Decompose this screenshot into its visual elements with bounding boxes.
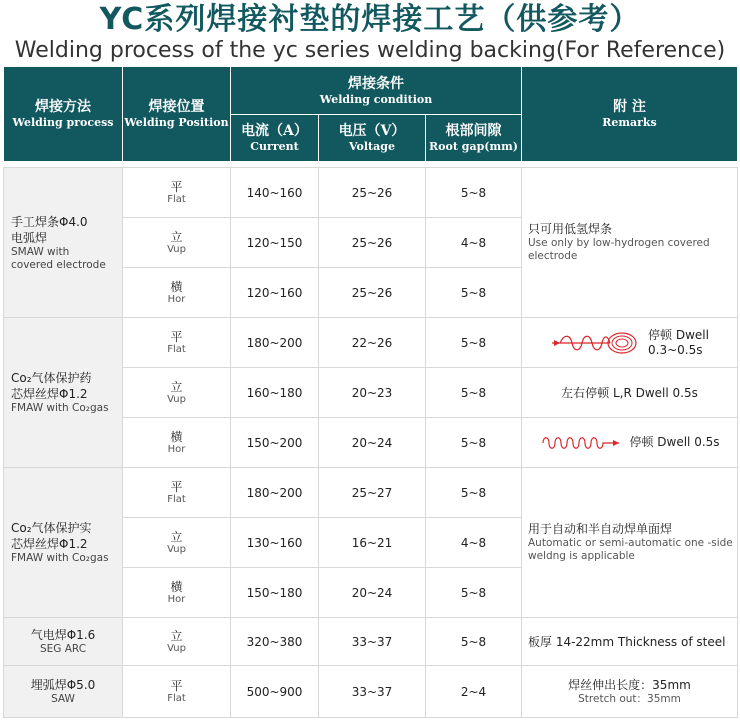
table-row [4,618,738,666]
voltage-cell: 33~37 [319,666,426,718]
dwell-time: 0.3~0.5s [648,342,703,357]
position-cell: 立 Vup [123,618,231,666]
current-cell: 130~160 [231,518,319,568]
voltage-cell: 16~21 [319,518,426,568]
current-cell: 120~150 [231,218,319,268]
dwell-label: 停顿 Dwell 0.5s [629,435,720,449]
remark-cell [522,318,738,368]
voltage-cell: 25~26 [319,268,426,318]
remark-cell: 焊丝伸出长度：35mm Stretch out：35mm [522,666,738,718]
coil-dwell-icon [539,434,621,452]
header-voltage: 电压（V） Voltage [319,115,426,162]
voltage-cell: 25~26 [319,218,426,268]
gap-cell: 4~8 [426,218,522,268]
remark-cell: 左右停顿 L,R Dwell 0.5s [522,368,738,418]
header-process: 焊接方法 Welding process [4,67,123,162]
gap-cell: 5~8 [426,368,522,418]
gap-cell: 2~4 [426,666,522,718]
position-cell: 平 Flat [123,666,231,718]
welding-process-table [3,66,738,718]
voltage-cell: 25~26 [319,168,426,218]
gap-cell: 5~8 [426,618,522,666]
page-title: YC系列焊接衬垫的焊接工艺（供参考） [99,2,641,37]
current-cell: 180~200 [231,318,319,368]
remark-cell [522,418,738,468]
voltage-cell: 20~24 [319,568,426,618]
position-cell: 横 Hor [123,568,231,618]
current-cell: 180~200 [231,468,319,518]
gap-cell: 5~8 [426,168,522,218]
voltage-cell: 25~27 [319,468,426,518]
position-cell: 横 Hor [123,268,231,318]
header-condition: 焊接条件 Welding condition [231,67,522,115]
voltage-cell: 20~24 [319,418,426,468]
process-cell: 埋弧焊Φ5.0 SAW [4,666,123,718]
table-row [4,468,738,518]
gap-cell: 5~8 [426,568,522,618]
page-subtitle: Welding process of the yc series welding backing(For Reference) [14,38,726,63]
process-cell: 手工焊条Φ4.0 电弧焊 SMAW with covered electrode [4,168,123,318]
process-cell: 气电焊Φ1.6 SEG ARC [4,618,123,666]
dwell-label: 停顿 Dwell [648,327,709,342]
header-remarks: 附 注 Remarks [522,67,738,162]
weave-dwell-icon [550,330,640,356]
table-row [4,666,738,718]
process-cell: Co₂气体保护药 芯焊丝焊Φ1.2 FMAW with Co₂gas [4,318,123,468]
position-cell: 平 Flat [123,468,231,518]
voltage-cell: 22~26 [319,318,426,368]
remark-cell: 板厚 14-22mm Thickness of steel [522,618,738,666]
remark-cell: 用于自动和半自动焊单面焊 Automatic or semi-automatic one -side weldng is applicable [522,468,738,618]
current-cell: 320~380 [231,618,319,666]
voltage-cell: 33~37 [319,618,426,666]
gap-cell: 5~8 [426,268,522,318]
gap-cell: 4~8 [426,518,522,568]
table-row [4,318,738,368]
header-current: 电流（A） Current [231,115,319,162]
position-cell: 横 Hor [123,418,231,468]
position-cell: 立 Vup [123,518,231,568]
voltage-cell: 20~23 [319,368,426,418]
current-cell: 500~900 [231,666,319,718]
remark-cell: 只可用低氢焊条 Use only by low-hydrogen covered electrode [522,168,738,318]
position-cell: 立 Vup [123,368,231,418]
position-cell: 平 Flat [123,168,231,218]
current-cell: 150~200 [231,418,319,468]
position-cell: 立 Vup [123,218,231,268]
gap-cell: 5~8 [426,418,522,468]
header-gap: 根部间隙 Root gap(mm) [426,115,522,162]
table-row [4,168,738,218]
header-position: 焊接位置 Welding Position [123,67,231,162]
gap-cell: 5~8 [426,318,522,368]
current-cell: 120~160 [231,268,319,318]
gap-cell: 5~8 [426,468,522,518]
current-cell: 160~180 [231,368,319,418]
current-cell: 150~180 [231,568,319,618]
current-cell: 140~160 [231,168,319,218]
process-cell: Co₂气体保护实 芯焊丝焊Φ1.2 FMAW with Co₂gas [4,468,123,618]
position-cell: 平 Flat [123,318,231,368]
